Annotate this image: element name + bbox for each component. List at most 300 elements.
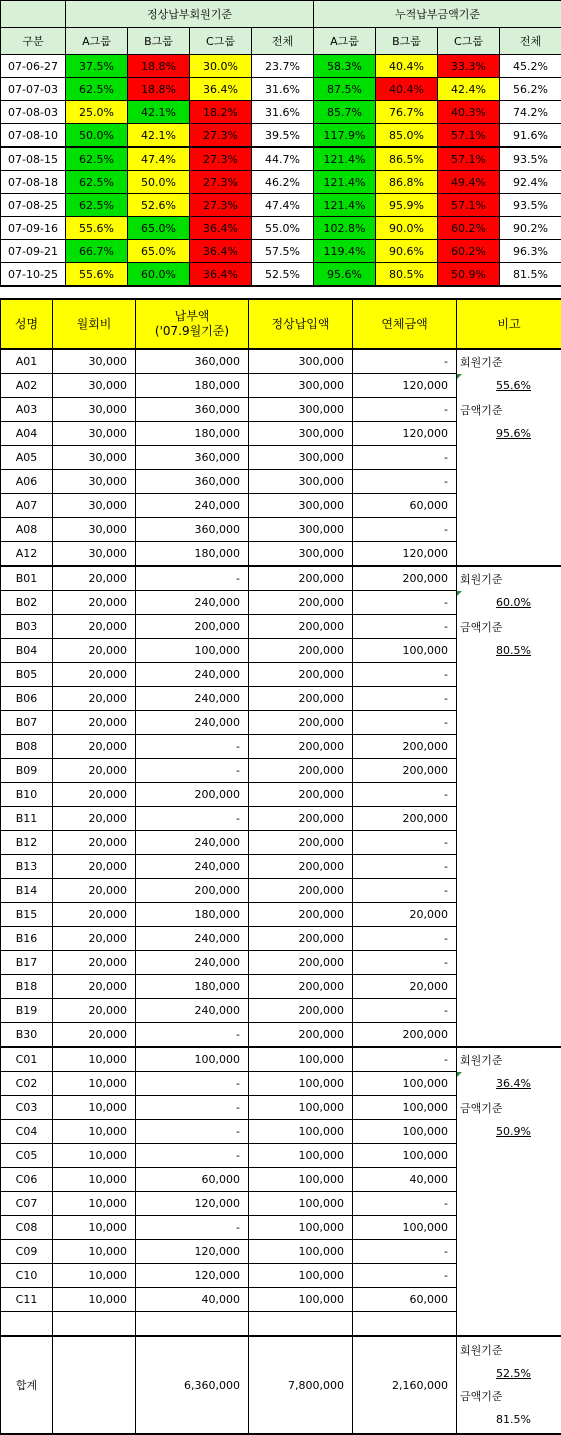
monthly-fee: 30,000 bbox=[53, 494, 136, 518]
summary-rate-cell: 40.4% bbox=[376, 78, 438, 101]
summary-rate-cell: 85.7% bbox=[314, 101, 376, 124]
total-fee bbox=[53, 1336, 136, 1434]
member-row bbox=[1, 927, 561, 951]
note-rate: 95.6% bbox=[457, 422, 561, 446]
member-name: C05 bbox=[1, 1144, 53, 1168]
overdue-amount: - bbox=[353, 663, 457, 687]
summary-rate-cell: 40.3% bbox=[438, 101, 500, 124]
summary-corner bbox=[1, 1, 66, 28]
normal-amount: 100,000 bbox=[249, 1216, 353, 1240]
monthly-fee: 30,000 bbox=[53, 349, 136, 374]
summary-rate-cell: 87.5% bbox=[314, 78, 376, 101]
normal-amount: 200,000 bbox=[249, 903, 353, 927]
paid-amount: - bbox=[136, 1096, 249, 1120]
normal-amount: 200,000 bbox=[249, 687, 353, 711]
member-row bbox=[1, 615, 561, 639]
summary-rate-cell: 42.1% bbox=[128, 124, 190, 148]
member-row bbox=[1, 349, 561, 374]
normal-amount: 300,000 bbox=[249, 470, 353, 494]
monthly-fee: 20,000 bbox=[53, 783, 136, 807]
paid-header-line1: 납부액 bbox=[136, 309, 248, 324]
member-name: B06 bbox=[1, 687, 53, 711]
summary-rate-cell: 65.0% bbox=[128, 217, 190, 240]
summary-rate-cell: 90.0% bbox=[376, 217, 438, 240]
member-row bbox=[1, 1288, 561, 1312]
member-name: A04 bbox=[1, 422, 53, 446]
summary-column-header: B그룹 bbox=[376, 28, 438, 55]
summary-column-header: A그룹 bbox=[314, 28, 376, 55]
normal-amount: 300,000 bbox=[249, 494, 353, 518]
note-cell bbox=[457, 687, 561, 711]
monthly-fee: 10,000 bbox=[53, 1240, 136, 1264]
paid-amount: - bbox=[136, 1120, 249, 1144]
note-rate: 55.6% bbox=[457, 374, 561, 398]
summary-rate-cell: 86.5% bbox=[376, 147, 438, 171]
member-name: C07 bbox=[1, 1192, 53, 1216]
summary-rate-cell: 52.6% bbox=[128, 194, 190, 217]
summary-rate-cell: 36.4% bbox=[190, 240, 252, 263]
member-row bbox=[1, 951, 561, 975]
normal-amount: 300,000 bbox=[249, 518, 353, 542]
member-row bbox=[1, 807, 561, 831]
member-name: B07 bbox=[1, 711, 53, 735]
paid-amount: 100,000 bbox=[136, 1047, 249, 1072]
overdue-amount: - bbox=[353, 518, 457, 542]
summary-row bbox=[1, 147, 561, 171]
note-rate: 80.5% bbox=[457, 639, 561, 663]
summary-rate-cell: 60.2% bbox=[438, 240, 500, 263]
summary-rate-cell: 95.9% bbox=[376, 194, 438, 217]
member-row bbox=[1, 711, 561, 735]
summary-rate-cell: 30.0% bbox=[190, 55, 252, 78]
member-name: A07 bbox=[1, 494, 53, 518]
member-payment-table bbox=[0, 298, 561, 1435]
summary-rate-cell: 36.4% bbox=[190, 78, 252, 101]
name-header: 성명 bbox=[1, 299, 53, 349]
paid-amount: - bbox=[136, 807, 249, 831]
overdue-amount bbox=[353, 1312, 457, 1337]
overdue-amount: - bbox=[353, 1264, 457, 1288]
normal-amount: 100,000 bbox=[249, 1288, 353, 1312]
member-row bbox=[1, 591, 561, 615]
note-cell bbox=[457, 494, 561, 518]
fee-header: 월회비 bbox=[53, 299, 136, 349]
paid-amount: 60,000 bbox=[136, 1168, 249, 1192]
member-row bbox=[1, 1312, 561, 1337]
summary-rate-cell: 121.4% bbox=[314, 194, 376, 217]
normal-amount: 300,000 bbox=[249, 422, 353, 446]
summary-rate-cell: 86.8% bbox=[376, 171, 438, 194]
note-label: 금액기준 bbox=[457, 398, 561, 422]
total-note bbox=[457, 1336, 561, 1434]
monthly-fee: 20,000 bbox=[53, 639, 136, 663]
normal-amount: 100,000 bbox=[249, 1096, 353, 1120]
summary-rate-cell: 27.3% bbox=[190, 147, 252, 171]
summary-date: 07-07-03 bbox=[1, 78, 66, 101]
summary-rate-cell: 23.7% bbox=[252, 55, 314, 78]
summary-rate-cell: 66.7% bbox=[66, 240, 128, 263]
normal-amount: 200,000 bbox=[249, 639, 353, 663]
note-cell bbox=[457, 1216, 561, 1240]
total-row bbox=[1, 1336, 561, 1434]
total-normal: 7,800,000 bbox=[249, 1336, 353, 1434]
member-row bbox=[1, 374, 561, 398]
normal-amount: 300,000 bbox=[249, 542, 353, 567]
overdue-amount: 100,000 bbox=[353, 1144, 457, 1168]
summary-rate-cell: 80.5% bbox=[376, 263, 438, 287]
normal-amount: 100,000 bbox=[249, 1264, 353, 1288]
summary-rate-cell: 18.8% bbox=[128, 55, 190, 78]
summary-row bbox=[1, 263, 561, 287]
paid-amount: 120,000 bbox=[136, 1240, 249, 1264]
monthly-fee: 20,000 bbox=[53, 951, 136, 975]
member-row bbox=[1, 1047, 561, 1072]
paid-amount: 360,000 bbox=[136, 518, 249, 542]
normal-amount bbox=[249, 1312, 353, 1337]
summary-rate-cell: 45.2% bbox=[500, 55, 561, 78]
summary-rate-cell: 49.4% bbox=[438, 171, 500, 194]
member-row bbox=[1, 975, 561, 999]
summary-rate-cell: 60.2% bbox=[438, 217, 500, 240]
summary-row bbox=[1, 124, 561, 148]
monthly-fee: 30,000 bbox=[53, 446, 136, 470]
summary-rate-cell: 119.4% bbox=[314, 240, 376, 263]
member-name: B17 bbox=[1, 951, 53, 975]
summary-rate-cell: 95.6% bbox=[314, 263, 376, 287]
monthly-fee: 20,000 bbox=[53, 903, 136, 927]
member-row bbox=[1, 518, 561, 542]
note-label: 금액기준 bbox=[460, 1385, 561, 1408]
normal-amount: 200,000 bbox=[249, 807, 353, 831]
monthly-fee: 10,000 bbox=[53, 1072, 136, 1096]
member-row bbox=[1, 1216, 561, 1240]
note-cell bbox=[457, 1192, 561, 1216]
summary-rate-cell: 62.5% bbox=[66, 194, 128, 217]
summary-rate-cell: 93.5% bbox=[500, 194, 561, 217]
overdue-amount: 120,000 bbox=[353, 542, 457, 567]
overdue-amount: - bbox=[353, 591, 457, 615]
paid-amount: 360,000 bbox=[136, 398, 249, 422]
overdue-amount: 100,000 bbox=[353, 1216, 457, 1240]
monthly-fee: 20,000 bbox=[53, 831, 136, 855]
member-name: B15 bbox=[1, 903, 53, 927]
note-cell bbox=[457, 663, 561, 687]
paid-amount: 180,000 bbox=[136, 422, 249, 446]
member-row bbox=[1, 1168, 561, 1192]
monthly-fee: 30,000 bbox=[53, 542, 136, 567]
member-row bbox=[1, 1240, 561, 1264]
member-name: B04 bbox=[1, 639, 53, 663]
summary-column-header: C그룹 bbox=[438, 28, 500, 55]
summary-rate-cell: 55.6% bbox=[66, 263, 128, 287]
monthly-fee: 30,000 bbox=[53, 518, 136, 542]
summary-rate-cell: 62.5% bbox=[66, 78, 128, 101]
summary-rate-cell: 93.5% bbox=[500, 147, 561, 171]
overdue-amount: 20,000 bbox=[353, 975, 457, 999]
member-name: B16 bbox=[1, 927, 53, 951]
monthly-fee: 20,000 bbox=[53, 855, 136, 879]
category-header: 구분 bbox=[1, 28, 66, 55]
summary-rate-cell: 44.7% bbox=[252, 147, 314, 171]
summary-rate-cell: 57.1% bbox=[438, 147, 500, 171]
overdue-amount: 100,000 bbox=[353, 1096, 457, 1120]
overdue-amount: - bbox=[353, 927, 457, 951]
summary-row bbox=[1, 55, 561, 78]
member-name bbox=[1, 1312, 53, 1337]
normal-amount: 200,000 bbox=[249, 879, 353, 903]
member-row bbox=[1, 1192, 561, 1216]
comment-marker-icon bbox=[457, 1072, 462, 1077]
note-cell bbox=[457, 1264, 561, 1288]
summary-rate-cell: 39.5% bbox=[252, 124, 314, 148]
normal-amount: 300,000 bbox=[249, 374, 353, 398]
summary-rate-cell: 57.1% bbox=[438, 194, 500, 217]
note-cell bbox=[457, 470, 561, 494]
paid-amount: - bbox=[136, 1144, 249, 1168]
paid-amount: - bbox=[136, 566, 249, 591]
paid-amount: 240,000 bbox=[136, 591, 249, 615]
monthly-fee bbox=[53, 1312, 136, 1337]
member-name: B09 bbox=[1, 759, 53, 783]
monthly-fee: 20,000 bbox=[53, 591, 136, 615]
overdue-amount: 200,000 bbox=[353, 807, 457, 831]
summary-rate-cell: 90.2% bbox=[500, 217, 561, 240]
summary-rate-cell: 50.0% bbox=[66, 124, 128, 148]
note-header: 비고 bbox=[457, 299, 561, 349]
paid-amount: 100,000 bbox=[136, 639, 249, 663]
note-cell bbox=[457, 927, 561, 951]
overdue-amount: 200,000 bbox=[353, 759, 457, 783]
member-name: B05 bbox=[1, 663, 53, 687]
member-row bbox=[1, 422, 561, 446]
summary-rate-cell: 42.4% bbox=[438, 78, 500, 101]
monthly-fee: 10,000 bbox=[53, 1144, 136, 1168]
monthly-fee: 20,000 bbox=[53, 759, 136, 783]
overdue-amount: - bbox=[353, 831, 457, 855]
member-name: B08 bbox=[1, 735, 53, 759]
paid-amount: 180,000 bbox=[136, 542, 249, 567]
overdue-amount: 200,000 bbox=[353, 566, 457, 591]
summary-rate-cell: 90.6% bbox=[376, 240, 438, 263]
note-label: 회원기준 bbox=[457, 349, 561, 374]
member-name: A01 bbox=[1, 349, 53, 374]
summary-rate-cell: 31.6% bbox=[252, 101, 314, 124]
summary-rate-cell: 27.3% bbox=[190, 194, 252, 217]
paid-amount: 360,000 bbox=[136, 446, 249, 470]
overdue-amount: - bbox=[353, 470, 457, 494]
summary-rate-cell: 92.4% bbox=[500, 171, 561, 194]
note-rate: 60.0% bbox=[457, 591, 561, 615]
normal-amount: 200,000 bbox=[249, 1023, 353, 1048]
paid-amount: 200,000 bbox=[136, 783, 249, 807]
note-rate: 81.5% bbox=[460, 1408, 561, 1431]
summary-rate-cell: 36.4% bbox=[190, 263, 252, 287]
normal-amount: 200,000 bbox=[249, 591, 353, 615]
summary-rate-cell: 18.2% bbox=[190, 101, 252, 124]
overdue-amount: - bbox=[353, 855, 457, 879]
note-cell bbox=[457, 999, 561, 1023]
summary-rate-cell: 60.0% bbox=[128, 263, 190, 287]
member-row bbox=[1, 1120, 561, 1144]
member-row bbox=[1, 759, 561, 783]
note-label: 회원기준 bbox=[457, 566, 561, 591]
summary-column-header: B그룹 bbox=[128, 28, 190, 55]
summary-date: 07-08-10 bbox=[1, 124, 66, 148]
member-row bbox=[1, 855, 561, 879]
member-name: C09 bbox=[1, 1240, 53, 1264]
member-row bbox=[1, 639, 561, 663]
summary-rate-cell: 56.2% bbox=[500, 78, 561, 101]
member-row bbox=[1, 542, 561, 567]
monthly-fee: 10,000 bbox=[53, 1216, 136, 1240]
member-name: A03 bbox=[1, 398, 53, 422]
overdue-amount: - bbox=[353, 999, 457, 1023]
paid-header bbox=[136, 299, 249, 349]
monthly-fee: 20,000 bbox=[53, 735, 136, 759]
summary-rate-cell: 74.2% bbox=[500, 101, 561, 124]
summary-rate-cell: 81.5% bbox=[500, 263, 561, 287]
total-overdue: 2,160,000 bbox=[353, 1336, 457, 1434]
member-row bbox=[1, 1264, 561, 1288]
monthly-fee: 10,000 bbox=[53, 1288, 136, 1312]
summary-column-header: 전체 bbox=[252, 28, 314, 55]
member-row bbox=[1, 831, 561, 855]
paid-amount: 240,000 bbox=[136, 831, 249, 855]
summary-rate-cell: 31.6% bbox=[252, 78, 314, 101]
summary-rate-cell: 46.2% bbox=[252, 171, 314, 194]
normal-amount: 100,000 bbox=[249, 1168, 353, 1192]
summary-date: 07-06-27 bbox=[1, 55, 66, 78]
summary-date: 07-08-03 bbox=[1, 101, 66, 124]
paid-amount: - bbox=[136, 1023, 249, 1048]
note-rate: 36.4% bbox=[457, 1072, 561, 1096]
normal-amount: 100,000 bbox=[249, 1120, 353, 1144]
note-cell bbox=[457, 1312, 561, 1337]
normal-amount: 200,000 bbox=[249, 951, 353, 975]
member-name: C10 bbox=[1, 1264, 53, 1288]
summary-rate-cell: 50.0% bbox=[128, 171, 190, 194]
overdue-amount: - bbox=[353, 446, 457, 470]
summary-row bbox=[1, 101, 561, 124]
member-name: B14 bbox=[1, 879, 53, 903]
summary-row bbox=[1, 240, 561, 263]
overdue-amount: - bbox=[353, 951, 457, 975]
summary-rate-cell: 47.4% bbox=[128, 147, 190, 171]
member-row bbox=[1, 1096, 561, 1120]
monthly-fee: 20,000 bbox=[53, 663, 136, 687]
normal-amount: 100,000 bbox=[249, 1192, 353, 1216]
paid-amount: 240,000 bbox=[136, 494, 249, 518]
member-name: B19 bbox=[1, 999, 53, 1023]
member-name: B01 bbox=[1, 566, 53, 591]
normal-amount: 100,000 bbox=[249, 1240, 353, 1264]
note-cell bbox=[457, 1144, 561, 1168]
note-cell bbox=[457, 518, 561, 542]
summary-rate-cell: 117.9% bbox=[314, 124, 376, 148]
summary-date: 07-08-25 bbox=[1, 194, 66, 217]
member-row bbox=[1, 999, 561, 1023]
member-name: C03 bbox=[1, 1096, 53, 1120]
member-name: C02 bbox=[1, 1072, 53, 1096]
member-row bbox=[1, 566, 561, 591]
member-name: C06 bbox=[1, 1168, 53, 1192]
overdue-amount: 200,000 bbox=[353, 1023, 457, 1048]
paid-amount: 240,000 bbox=[136, 855, 249, 879]
overdue-amount: 60,000 bbox=[353, 1288, 457, 1312]
summary-rate-cell: 27.3% bbox=[190, 171, 252, 194]
summary-rate-cell: 57.5% bbox=[252, 240, 314, 263]
member-row bbox=[1, 783, 561, 807]
overdue-header: 연체금액 bbox=[353, 299, 457, 349]
total-paid: 6,360,000 bbox=[136, 1336, 249, 1434]
summary-row bbox=[1, 171, 561, 194]
member-name: B03 bbox=[1, 615, 53, 639]
paid-amount: 240,000 bbox=[136, 687, 249, 711]
summary-date: 07-09-16 bbox=[1, 217, 66, 240]
summary-date: 07-08-15 bbox=[1, 147, 66, 171]
member-name: B11 bbox=[1, 807, 53, 831]
paid-amount: - bbox=[136, 759, 249, 783]
paid-header-line2: ('07.9월기준) bbox=[136, 324, 248, 339]
normal-amount: 200,000 bbox=[249, 999, 353, 1023]
member-row bbox=[1, 1072, 561, 1096]
note-cell bbox=[457, 807, 561, 831]
note-cell bbox=[457, 879, 561, 903]
normal-header: 정상납입액 bbox=[249, 299, 353, 349]
note-rate: 50.9% bbox=[457, 1120, 561, 1144]
monthly-fee: 10,000 bbox=[53, 1264, 136, 1288]
summary-rate-cell: 33.3% bbox=[438, 55, 500, 78]
paid-amount: 240,000 bbox=[136, 951, 249, 975]
summary-rate-cell: 47.4% bbox=[252, 194, 314, 217]
member-row bbox=[1, 1023, 561, 1048]
summary-rate-cell: 65.0% bbox=[128, 240, 190, 263]
overdue-amount: 60,000 bbox=[353, 494, 457, 518]
member-name: B13 bbox=[1, 855, 53, 879]
summary-row bbox=[1, 217, 561, 240]
member-name: A12 bbox=[1, 542, 53, 567]
member-name: C08 bbox=[1, 1216, 53, 1240]
paid-amount: 240,000 bbox=[136, 999, 249, 1023]
monthly-fee: 20,000 bbox=[53, 927, 136, 951]
summary-date: 07-08-18 bbox=[1, 171, 66, 194]
normal-amount: 200,000 bbox=[249, 663, 353, 687]
summary-rate-cell: 57.1% bbox=[438, 124, 500, 148]
paid-amount: - bbox=[136, 1216, 249, 1240]
overdue-amount: - bbox=[353, 1240, 457, 1264]
member-name: B10 bbox=[1, 783, 53, 807]
overdue-amount: 100,000 bbox=[353, 1072, 457, 1096]
summary-column-header: C그룹 bbox=[190, 28, 252, 55]
normal-amount: 200,000 bbox=[249, 735, 353, 759]
paid-amount: 200,000 bbox=[136, 879, 249, 903]
note-cell bbox=[457, 735, 561, 759]
overdue-amount: 20,000 bbox=[353, 903, 457, 927]
monthly-fee: 20,000 bbox=[53, 687, 136, 711]
total-label: 합계 bbox=[1, 1336, 53, 1434]
normal-amount: 100,000 bbox=[249, 1047, 353, 1072]
paid-amount: 40,000 bbox=[136, 1288, 249, 1312]
paid-amount: 240,000 bbox=[136, 711, 249, 735]
member-name: C11 bbox=[1, 1288, 53, 1312]
summary-date: 07-10-25 bbox=[1, 263, 66, 287]
note-cell bbox=[457, 1240, 561, 1264]
monthly-fee: 10,000 bbox=[53, 1192, 136, 1216]
summary-date: 07-09-21 bbox=[1, 240, 66, 263]
normal-amount: 200,000 bbox=[249, 975, 353, 999]
summary-rate-cell: 62.5% bbox=[66, 171, 128, 194]
summary-rate-cell: 85.0% bbox=[376, 124, 438, 148]
